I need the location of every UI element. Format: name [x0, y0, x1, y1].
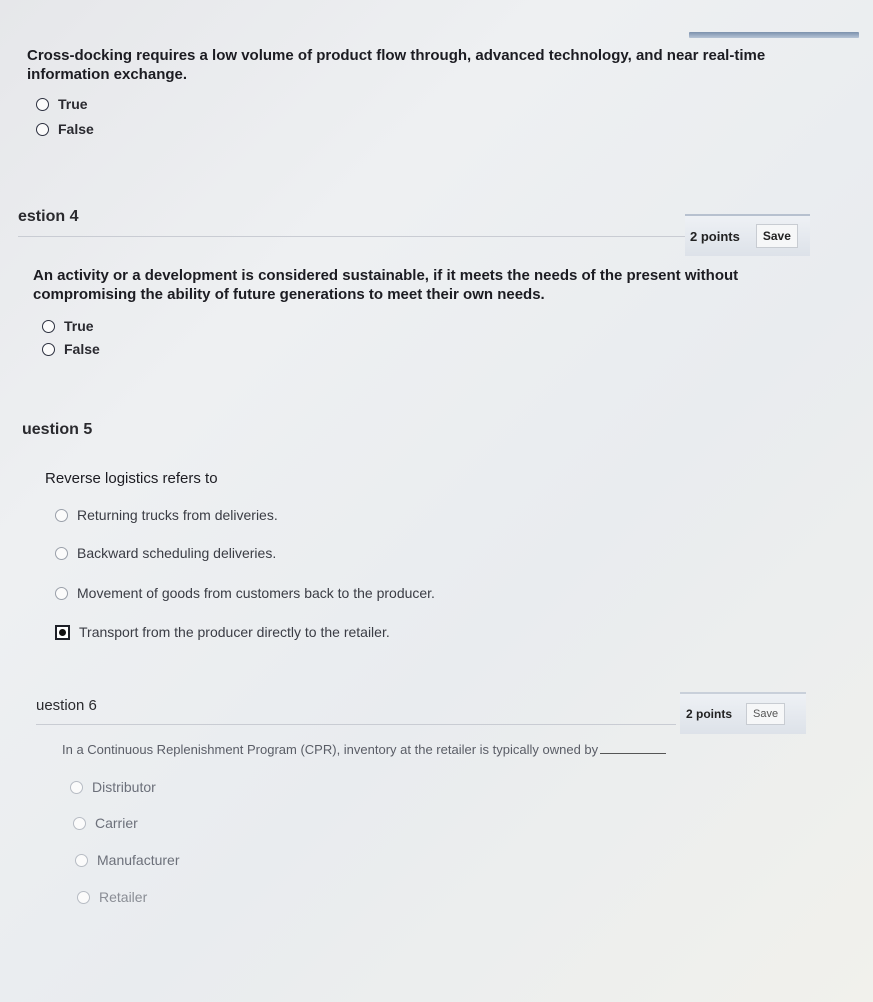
- q5-option-4-selected[interactable]: [55, 624, 390, 640]
- question-5-header: uestion 5: [22, 421, 93, 438]
- radio-selected-icon[interactable]: [55, 625, 70, 640]
- radio-button-icon[interactable]: [55, 547, 68, 560]
- q6-option-retailer[interactable]: [77, 889, 147, 905]
- option-label: Transport from the producer directly to the retailer.: [79, 624, 390, 640]
- option-label: True: [58, 96, 88, 112]
- question-6-text-row: [62, 742, 822, 757]
- question-4-text: An activity or a development is considered sustainable, if it meets the needs of the present without compromising the ability of future generations to meet their own needs.: [33, 267, 739, 303]
- q3-option-false[interactable]: [36, 121, 94, 137]
- option-label: False: [64, 341, 100, 357]
- option-label: Movement of goods from customers back to the producer.: [77, 585, 435, 601]
- option-label: Manufacturer: [97, 852, 180, 868]
- radio-button-icon[interactable]: [42, 320, 55, 333]
- option-label: Carrier: [95, 815, 138, 831]
- q4-option-false[interactable]: [42, 341, 100, 357]
- q5-option-2[interactable]: [55, 545, 276, 561]
- option-label: False: [58, 121, 94, 137]
- question-4-divider: [18, 236, 686, 237]
- q3-option-true[interactable]: [36, 96, 88, 112]
- radio-button-icon[interactable]: [36, 98, 49, 111]
- question-6-points-box: [680, 692, 806, 734]
- option-label: True: [64, 318, 94, 334]
- question-4-header: estion 4: [18, 208, 79, 225]
- q6-option-carrier[interactable]: [73, 815, 138, 831]
- radio-button-icon[interactable]: [42, 343, 55, 356]
- radio-button-icon[interactable]: [77, 891, 90, 904]
- radio-button-icon[interactable]: [75, 854, 88, 867]
- radio-button-icon[interactable]: [73, 817, 86, 830]
- option-label: Distributor: [92, 779, 156, 795]
- question-3-text: Cross-docking requires a low volume of product flow through, advanced technology, and near real-time information exchange.: [27, 47, 766, 83]
- question-6-header: uestion 6: [36, 697, 97, 714]
- option-label: Backward scheduling deliveries.: [77, 545, 277, 561]
- option-label: Retailer: [99, 889, 148, 905]
- radio-button-icon[interactable]: [55, 509, 68, 522]
- top-toolbar-strip: [689, 32, 859, 38]
- question-6-divider: [36, 724, 676, 725]
- answer-blank-line: [600, 753, 666, 754]
- save-button[interactable]: Save: [746, 703, 785, 725]
- q5-option-1[interactable]: [55, 507, 278, 523]
- radio-button-icon[interactable]: [36, 123, 49, 136]
- question-4-points-box: [685, 214, 810, 256]
- q6-option-distributor[interactable]: [70, 779, 156, 795]
- q5-option-3[interactable]: [55, 585, 435, 601]
- q6-option-manufacturer[interactable]: [75, 852, 179, 868]
- radio-button-icon[interactable]: [70, 781, 83, 794]
- q4-option-true[interactable]: [42, 318, 94, 334]
- save-button[interactable]: Save: [756, 224, 798, 248]
- radio-button-icon[interactable]: [55, 587, 68, 600]
- points-label: 2 points: [690, 228, 740, 244]
- option-label: Returning trucks from deliveries.: [77, 507, 278, 523]
- question-5-text: Reverse logistics refers to: [45, 470, 218, 487]
- question-6-text: In a Continuous Replenishment Program (CPR), inventory at the retailer is typically owned by: [62, 742, 599, 757]
- points-label: 2 points: [686, 707, 733, 721]
